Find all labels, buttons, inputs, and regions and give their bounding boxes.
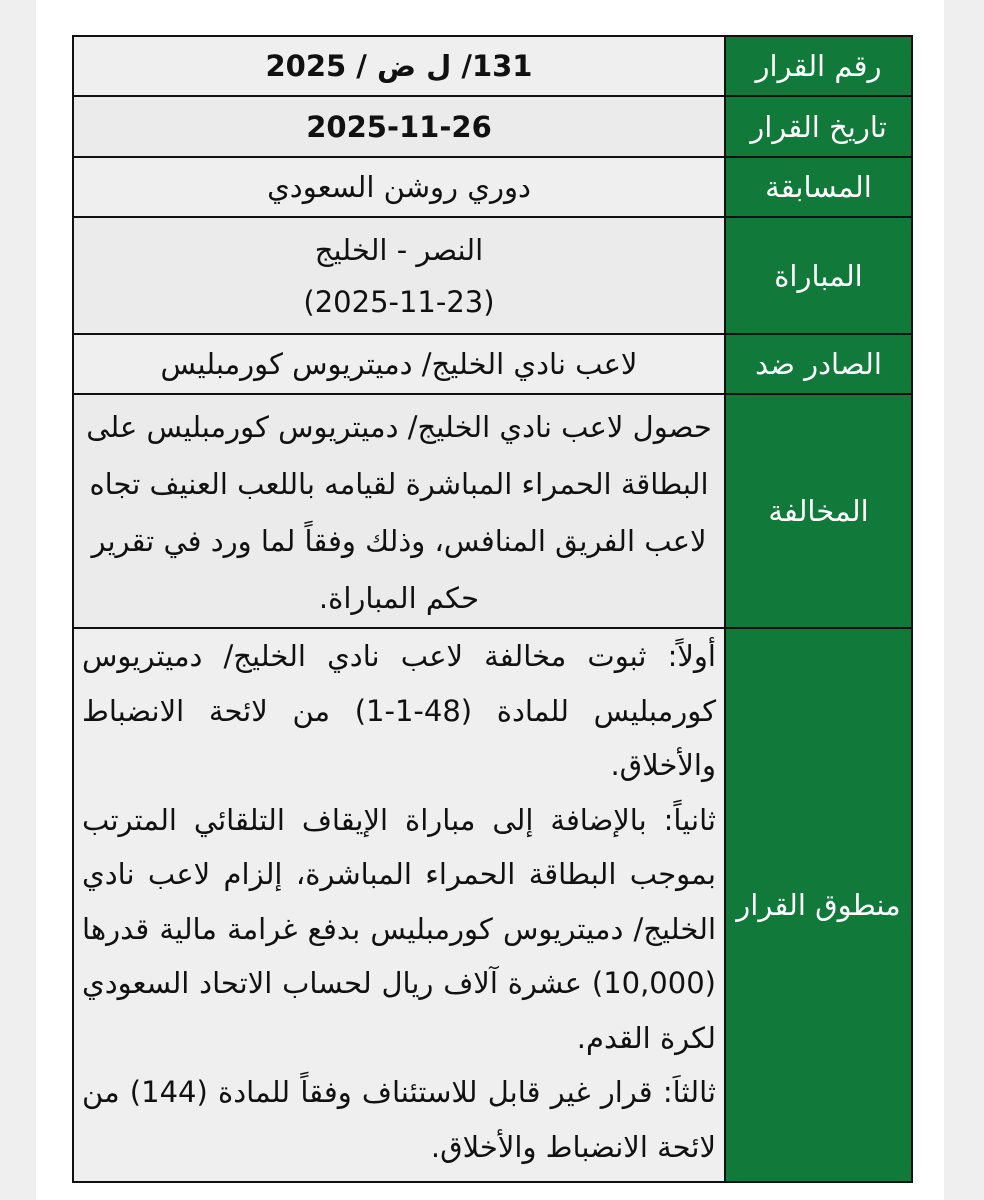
- label-match: المباراة: [725, 217, 912, 334]
- decision-table: [72, 35, 913, 1183]
- value-ruling: [73, 628, 725, 1182]
- value-issued-against: لاعب نادي الخليج/ دميتريوس كورمبليس: [73, 334, 725, 394]
- violation-text: حصول لاعب نادي الخليج/ دميتريوس كورمبليس على البطاقة الحمراء المباشرة لقيامه باللعب العنيف تجاه لاعب الفريق المنافس، وذلك وفقاً لما ورد في تقرير حكم المباراة.: [86, 410, 712, 615]
- value-competition: دوري روشن السعودي: [73, 157, 725, 217]
- match-date: (2025-11-23): [303, 284, 495, 319]
- label-competition: المسابقة: [725, 157, 912, 217]
- value-decision-date: 2025-11-26: [73, 96, 725, 157]
- ruling-second: ثانياً: بالإضافة إلى مباراة الإيقاف التلقائي المترتب بموجب البطاقة الحمراء المباشرة، إلزام لاعب نادي الخليج/ دميتريوس كورمبليس بدفع غرامة مالية قدرها (10,000) عشرة آلاف ريال لحساب الاتحاد السعودي لكرة القدم.: [82, 802, 716, 1055]
- row-competition: [73, 157, 912, 217]
- ruling-text: [74, 629, 724, 1174]
- row-match: [73, 217, 912, 334]
- left-page-margin: [0, 0, 36, 1200]
- row-violation: [73, 394, 912, 628]
- row-ruling: [73, 628, 912, 1182]
- row-issued-against: [73, 334, 912, 394]
- row-decision-date: [73, 96, 912, 157]
- value-decision-number: 131/ ل ض / 2025: [73, 36, 725, 96]
- right-page-margin: [944, 0, 984, 1200]
- ruling-first: أولاً: ثبوت مخالفة لاعب نادي الخليج/ دميتريوس كورمبليس للمادة (48-1-1) من لائحة الانضباط والأخلاق.: [82, 639, 716, 782]
- label-decision-date: تاريخ القرار: [725, 96, 912, 157]
- ruling-third: ثالثاَ: قرار غير قابل للاستئناف وفقاً للمادة (144) من لائحة الانضباط والأخلاق.: [82, 1075, 716, 1164]
- match-teams: النصر - الخليج: [314, 232, 484, 267]
- label-issued-against: الصادر ضد: [725, 334, 912, 394]
- label-decision-number: رقم القرار: [725, 36, 912, 96]
- label-ruling: منطوق القرار: [725, 628, 912, 1182]
- value-violation: [73, 394, 725, 628]
- value-match: [73, 217, 725, 334]
- row-decision-number: [73, 36, 912, 96]
- label-violation: المخالفة: [725, 394, 912, 628]
